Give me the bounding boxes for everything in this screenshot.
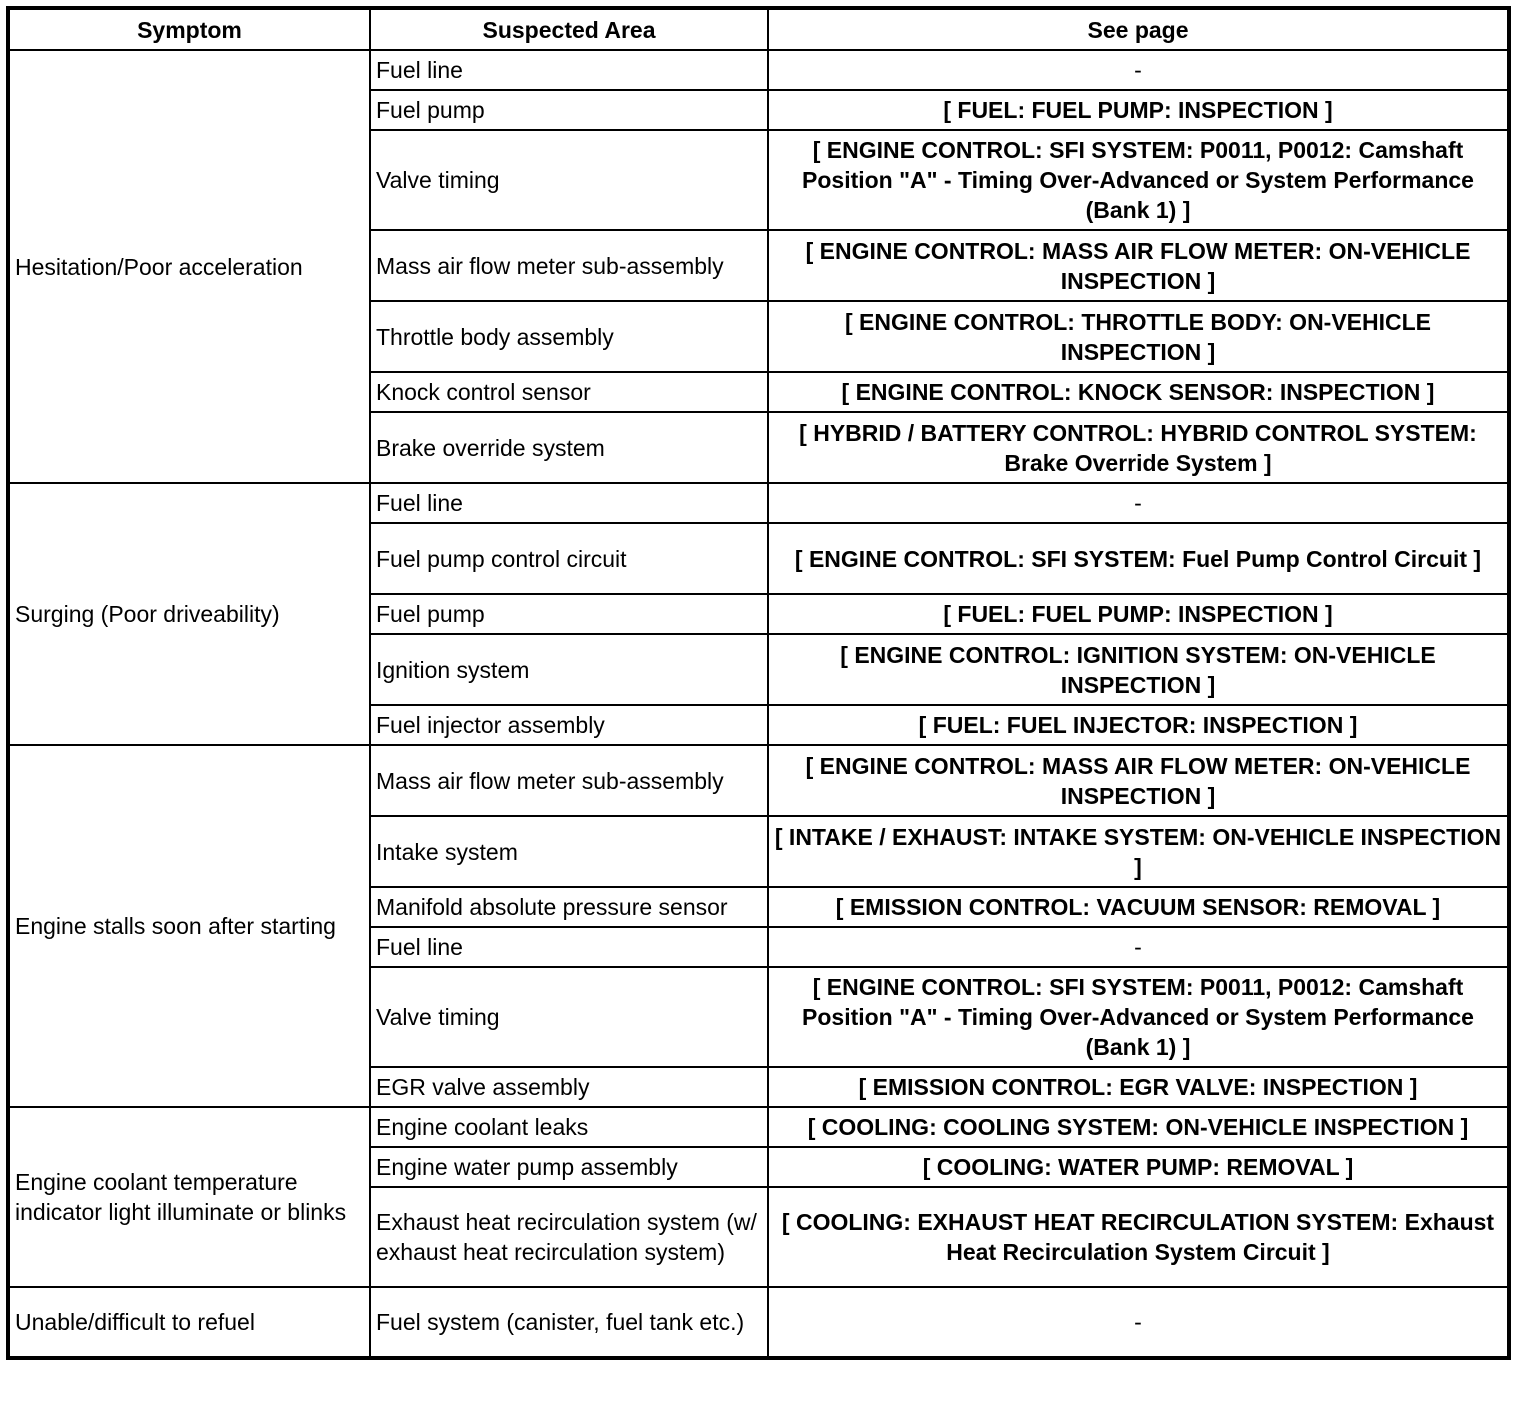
suspected-area-cell: Exhaust heat recirculation system (w/ exhaust heat recirculation system) xyxy=(370,1187,768,1287)
see-page-cell: [ ENGINE CONTROL: MASS AIR FLOW METER: ON-VEHICLE INSPECTION ] xyxy=(768,745,1509,816)
suspected-area-cell: Valve timing xyxy=(370,967,768,1067)
see-page-cell: [ COOLING: COOLING SYSTEM: ON-VEHICLE INSPECTION ] xyxy=(768,1107,1509,1147)
see-page-cell: [ EMISSION CONTROL: VACUUM SENSOR: REMOVAL ] xyxy=(768,887,1509,927)
see-page-cell: [ ENGINE CONTROL: SFI SYSTEM: Fuel Pump Control Circuit ] xyxy=(768,523,1509,594)
suspected-area-cell: Engine coolant leaks xyxy=(370,1107,768,1147)
see-page-cell: - xyxy=(768,927,1509,967)
see-page-cell: [ FUEL: FUEL PUMP: INSPECTION ] xyxy=(768,594,1509,634)
see-page-cell: [ COOLING: WATER PUMP: REMOVAL ] xyxy=(768,1147,1509,1187)
suspected-area-cell: Fuel pump xyxy=(370,594,768,634)
symptom-cell: Surging (Poor driveability) xyxy=(8,483,370,745)
table-row xyxy=(8,1287,1509,1358)
suspected-area-cell: Fuel pump xyxy=(370,90,768,130)
see-page-cell: [ EMISSION CONTROL: EGR VALVE: INSPECTION ] xyxy=(768,1067,1509,1107)
suspected-area-cell: Mass air flow meter sub-assembly xyxy=(370,745,768,816)
suspected-area-cell: Knock control sensor xyxy=(370,372,768,412)
suspected-area-cell: Ignition system xyxy=(370,634,768,705)
see-page-cell: [ ENGINE CONTROL: KNOCK SENSOR: INSPECTION ] xyxy=(768,372,1509,412)
see-page-cell: [ ENGINE CONTROL: IGNITION SYSTEM: ON-VEHICLE INSPECTION ] xyxy=(768,634,1509,705)
see-page-cell: [ FUEL: FUEL INJECTOR: INSPECTION ] xyxy=(768,705,1509,745)
table-body xyxy=(8,50,1509,1358)
suspected-area-cell: Fuel line xyxy=(370,927,768,967)
suspected-area-cell: Mass air flow meter sub-assembly xyxy=(370,230,768,301)
see-page-cell: [ ENGINE CONTROL: MASS AIR FLOW METER: ON-VEHICLE INSPECTION ] xyxy=(768,230,1509,301)
suspected-area-cell: Fuel line xyxy=(370,50,768,90)
header-row xyxy=(8,8,1509,50)
suspected-area-cell: Manifold absolute pressure sensor xyxy=(370,887,768,927)
header-see-page: See page xyxy=(768,8,1509,50)
suspected-area-cell: Valve timing xyxy=(370,130,768,230)
see-page-cell: - xyxy=(768,50,1509,90)
header-suspected-area: Suspected Area xyxy=(370,8,768,50)
suspected-area-cell: Intake system xyxy=(370,816,768,887)
suspected-area-cell: EGR valve assembly xyxy=(370,1067,768,1107)
suspected-area-cell: Fuel injector assembly xyxy=(370,705,768,745)
symptom-cell: Unable/difficult to refuel xyxy=(8,1287,370,1358)
header-symptom: Symptom xyxy=(8,8,370,50)
see-page-cell: [ INTAKE / EXHAUST: INTAKE SYSTEM: ON-VEHICLE INSPECTION ] xyxy=(768,816,1509,887)
see-page-cell: - xyxy=(768,1287,1509,1358)
symptom-cell: Hesitation/Poor acceleration xyxy=(8,50,370,483)
symptom-cell: Engine coolant temperature indicator light illuminate or blinks xyxy=(8,1107,370,1287)
see-page-cell: [ FUEL: FUEL PUMP: INSPECTION ] xyxy=(768,90,1509,130)
table-row xyxy=(8,483,1509,523)
see-page-cell: [ ENGINE CONTROL: THROTTLE BODY: ON-VEHICLE INSPECTION ] xyxy=(768,301,1509,372)
table-row xyxy=(8,1107,1509,1147)
see-page-cell: - xyxy=(768,483,1509,523)
see-page-cell: [ ENGINE CONTROL: SFI SYSTEM: P0011, P0012: Camshaft Position "A" - Timing Over-Advanced or System Performance (Bank 1) ] xyxy=(768,130,1509,230)
suspected-area-cell: Throttle body assembly xyxy=(370,301,768,372)
suspected-area-cell: Engine water pump assembly xyxy=(370,1147,768,1187)
symptom-cell: Engine stalls soon after starting xyxy=(8,745,370,1107)
suspected-area-cell: Brake override system xyxy=(370,412,768,483)
suspected-area-cell: Fuel pump control circuit xyxy=(370,523,768,594)
see-page-cell: [ ENGINE CONTROL: SFI SYSTEM: P0011, P0012: Camshaft Position "A" - Timing Over-Advanced or System Performance (Bank 1) ] xyxy=(768,967,1509,1067)
table-row xyxy=(8,745,1509,816)
suspected-area-cell: Fuel system (canister, fuel tank etc.) xyxy=(370,1287,768,1358)
table-row xyxy=(8,50,1509,90)
see-page-cell: [ COOLING: EXHAUST HEAT RECIRCULATION SYSTEM: Exhaust Heat Recirculation System Circuit ] xyxy=(768,1187,1509,1287)
see-page-cell: [ HYBRID / BATTERY CONTROL: HYBRID CONTROL SYSTEM: Brake Override System ] xyxy=(768,412,1509,483)
suspected-area-cell: Fuel line xyxy=(370,483,768,523)
symptom-table xyxy=(6,6,1511,1360)
